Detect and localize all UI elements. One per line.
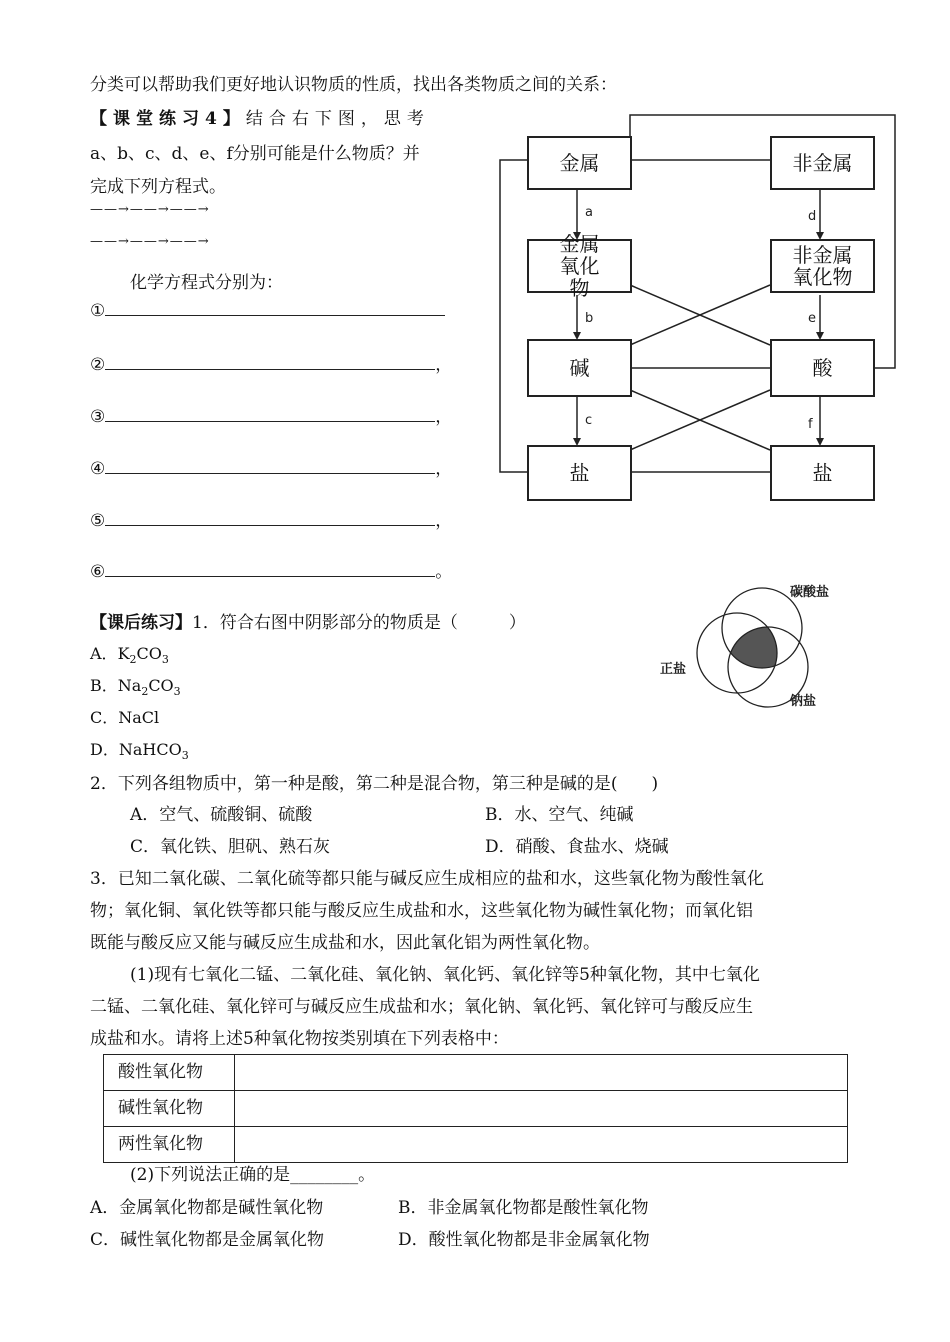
option-letter: A． (90, 644, 118, 663)
box-metal: 金属 (527, 136, 632, 190)
q1-text: 1．符合右图中阴影部分的物质是（ ） (192, 613, 526, 633)
blank-line[interactable] (105, 561, 435, 577)
q3-para-line: 既能与酸反应又能与碱反应生成盐和水，因此氧化铝为两性氧化物。 (90, 933, 600, 953)
q2-option-b[interactable]: B．水、空气、纯碱 (485, 805, 634, 825)
oxide-type-label: 碱性氧化物 (104, 1091, 235, 1127)
venn-label-carbonate: 碳酸盐 (790, 585, 830, 600)
q3-sub1-line: (1)现有七氧化二锰、二氧化硅、氧化钠、氧化钙、氧化锌等5种氧化物，其中七氧化 (130, 965, 760, 985)
q3-sub1-line: 二锰、二氧化硅、氧化锌可与碱反应生成盐和水；氧化钠、氧化钙、氧化锌可与酸反应生 (90, 997, 753, 1017)
q1-stem (90, 608, 526, 633)
q2-stem: 2．下列各组物质中，第一种是酸，第二种是混合物，第三种是碱的是( ) (90, 774, 659, 794)
q3-option-d[interactable]: D．酸性氧化物都是非金属氧化物 (398, 1230, 650, 1250)
oxide-answer-cell[interactable] (235, 1091, 848, 1127)
equation-end: ， (435, 407, 453, 427)
q1-option-c[interactable] (90, 705, 159, 728)
box-salt-left: 盐 (527, 445, 632, 501)
q1-option-a[interactable] (90, 641, 169, 666)
equation-end: 。 (435, 562, 453, 582)
formula-subscript: 2 (141, 685, 149, 699)
table-row (104, 1127, 848, 1163)
oxide-answer-cell[interactable] (235, 1127, 848, 1163)
intro-text: 分类可以帮助我们更好地认识物质的性质，找出各类物质之间的关系： (90, 75, 617, 95)
q2-option-c[interactable]: C．氧化铁、胆矾、熟石灰 (130, 837, 331, 857)
q1-option-b[interactable] (90, 673, 181, 698)
equation-end: ， (435, 355, 453, 375)
practice4-label: 【课堂练习4】 (90, 109, 246, 129)
equation-number: ④ (90, 459, 106, 479)
practice4-line2: a、b、c、d、e、f分别可能是什么物质？并 (90, 144, 420, 164)
equation-number: ⑥ (90, 562, 106, 582)
equation-end: ， (435, 459, 453, 479)
equation-number: ⑤ (90, 511, 106, 531)
q3-para-line: 3．已知二氧化碳、二氧化硫等都只能与碱反应生成相应的盐和水，这些氧化物为酸性氧化 (90, 869, 764, 889)
formula-subscript: 3 (181, 749, 189, 763)
arrow-label-f: f (808, 417, 813, 432)
arrow-label-c: c (585, 413, 593, 428)
q3-sub2-stem: (2)下列说法正确的是________。 (130, 1165, 376, 1185)
q2-option-d[interactable]: D．硝酸、食盐水、烧碱 (485, 837, 669, 857)
table-row (104, 1091, 848, 1127)
q1-option-d[interactable] (90, 737, 189, 762)
q2-option-a[interactable]: A．空气、硫酸铜、硫酸 (130, 805, 313, 825)
box-nonmetal-oxide: 非金属氧化物 (770, 239, 875, 293)
formula-part: NaCl (118, 708, 160, 727)
box-salt-right: 盐 (770, 445, 875, 501)
venn-diagram (650, 575, 850, 715)
q3-option-b[interactable]: B．非金属氧化物都是酸性氧化物 (398, 1198, 649, 1218)
arrow-label-a: a (585, 205, 593, 220)
formula-part: CO (148, 676, 174, 695)
arrow-label-b: b (585, 311, 594, 326)
equation-line[interactable] (90, 557, 452, 582)
arrow-label-e: e (808, 311, 816, 326)
oxide-type-label: 两性氧化物 (104, 1127, 235, 1163)
option-letter: C． (90, 708, 119, 727)
formula-subscript: 3 (173, 685, 181, 699)
formula-part: Na (117, 676, 142, 695)
formula-subscript: 3 (161, 653, 169, 667)
venn-label-sodium-salt: 钠盐 (790, 694, 817, 709)
box-nonmetal: 非金属 (770, 136, 875, 190)
equation-number: ③ (90, 407, 106, 427)
equation-number: ② (90, 355, 106, 375)
option-letter: D． (90, 740, 119, 759)
q3-sub1-line: 成盐和水。请将上述5种氧化物按类别填在下列表格中： (90, 1029, 509, 1049)
box-base: 碱 (527, 339, 632, 397)
formula-part: NaHCO (118, 740, 182, 759)
practice4-line1-text: 结合右下图，思考 (245, 109, 430, 129)
practice4-line3: 完成下列方程式。 (90, 177, 226, 197)
chain-2: ——→——→——→ (90, 234, 210, 249)
box-metal-oxide: 金属氧化物 (527, 239, 632, 293)
formula-part: K (117, 644, 130, 663)
formula-subscript: 2 (129, 653, 137, 667)
q3-option-a[interactable]: A．金属氧化物都是碱性氧化物 (90, 1198, 324, 1218)
q3-option-c[interactable]: C．碱性氧化物都是金属氧化物 (90, 1230, 325, 1250)
left-loop-line (500, 160, 527, 472)
equation-number: ① (90, 301, 106, 321)
option-letter: B． (90, 676, 118, 695)
formula-part: CO (136, 644, 162, 663)
box-acid: 酸 (770, 339, 875, 397)
oxide-answer-cell[interactable] (235, 1055, 848, 1091)
q3-para-line: 物；氧化铜、氧化铁等都只能与酸反应生成盐和水，这些氧化物为碱性氧化物；而氧化铝 (90, 901, 753, 921)
venn-label-normal-salt: 正盐 (660, 662, 687, 677)
oxide-table (103, 1054, 848, 1163)
arrow-label-d: d (808, 209, 817, 224)
equation-end: ， (435, 511, 453, 531)
table-row (104, 1055, 848, 1091)
after-class-label: 【课后练习】 (90, 613, 192, 633)
oxide-type-label: 酸性氧化物 (104, 1055, 235, 1091)
equations-title: 化学方程式分别为： (130, 273, 283, 293)
chain-1: ——→——→——→ (90, 202, 210, 217)
